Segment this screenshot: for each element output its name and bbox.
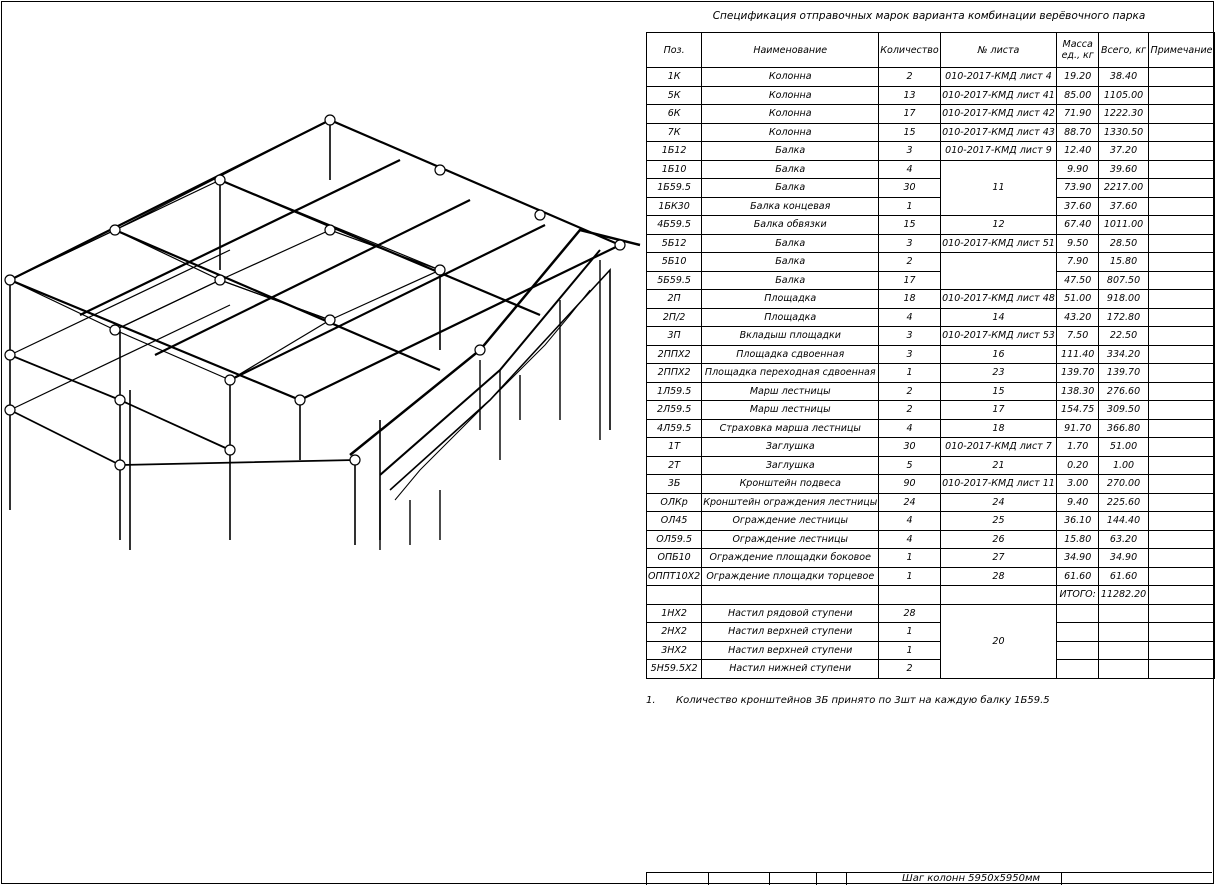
cell-qty: 24 [879, 493, 940, 512]
table-row [647, 86, 1215, 105]
cell-pos: 2П [647, 290, 702, 309]
cell-note [1148, 364, 1214, 383]
cell-pos: 1Л59.5 [647, 382, 702, 401]
deck-row [647, 623, 1215, 642]
cell-pos: ОЛ45 [647, 512, 702, 531]
cell-name: Ограждение площадки боковое [702, 549, 879, 568]
cell-qty: 4 [879, 512, 940, 531]
cell-qty: 4 [879, 530, 940, 549]
table-row [647, 142, 1215, 161]
table-row [647, 567, 1215, 586]
cell-sheet: 14 [940, 308, 1057, 327]
cell-qty: 1 [879, 549, 940, 568]
cell-sheet: 010-2017-КМД лист 9 [940, 142, 1057, 161]
table-row [647, 401, 1215, 420]
cell-pos: 1Б59.5 [647, 179, 702, 198]
cell-mass-unit: 85.00 [1057, 86, 1099, 105]
table-row [647, 234, 1215, 253]
cell-pos: 5Б10 [647, 253, 702, 272]
cell-qty: 4 [879, 308, 940, 327]
table-row [647, 216, 1215, 235]
cell-pos: 1БК30 [647, 197, 702, 216]
cell-sheet: 010-2017-КМД лист 11 [940, 475, 1057, 494]
cell-pos: 1НХ2 [647, 604, 702, 623]
spec-title: Спецификация отправочных марок варианта комбинации верёвочного парка [712, 10, 1146, 22]
cell-sheet: 010-2017-КМД лист 41 [940, 86, 1057, 105]
col-qty: Количество [879, 33, 940, 68]
column-step-caption: Шаг колонн 5950х5950мм [902, 873, 1041, 884]
cell-mass-unit: 9.50 [1057, 234, 1099, 253]
table-row [647, 475, 1215, 494]
cell-note [1148, 308, 1214, 327]
col-sheet: № листа [940, 33, 1057, 68]
cell-note [1148, 382, 1214, 401]
cell-sheet: 21 [940, 456, 1057, 475]
cell-sheet: 12 [940, 216, 1057, 235]
cell-sheet: 16 [940, 345, 1057, 364]
spec-table [646, 32, 1215, 679]
cell-name: Балка [702, 179, 879, 198]
cell-sheet: 26 [940, 530, 1057, 549]
cell-pos: 3П [647, 327, 702, 346]
table-row [647, 512, 1215, 531]
cell-note [1148, 327, 1214, 346]
cell-qty: 1 [879, 641, 940, 660]
cell-name: Балка [702, 160, 879, 179]
cell-mass-total: 2217.00 [1099, 179, 1149, 198]
table-row [647, 105, 1215, 124]
cell-qty: 2 [879, 68, 940, 87]
cell-note [1148, 105, 1214, 124]
cell-mass-unit: 1.70 [1057, 438, 1099, 457]
cell-qty: 1 [879, 197, 940, 216]
cell-name: Вкладыш площадки [702, 327, 879, 346]
cell-sheet: 010-2017-КМД лист 48 [940, 290, 1057, 309]
cell-note [1148, 512, 1214, 531]
cell-mass-unit: 51.00 [1057, 290, 1099, 309]
cell-mass-total: 366.80 [1099, 419, 1149, 438]
cell-name: Площадка переходная сдвоенная [702, 364, 879, 383]
cell-mass-total: 270.00 [1099, 475, 1149, 494]
cell-sheet: 23 [940, 364, 1057, 383]
cell-mass-total: 22.50 [1099, 327, 1149, 346]
cell-qty: 2 [879, 382, 940, 401]
cell-mass-total: 61.60 [1099, 567, 1149, 586]
total-row [647, 586, 1215, 605]
cell-name: Балка [702, 142, 879, 161]
col-name: Наименование [702, 33, 879, 68]
cell-mass-unit: 111.40 [1057, 345, 1099, 364]
cell-mass-total: 334.20 [1099, 345, 1149, 364]
table-row [647, 197, 1215, 216]
cell-note [1148, 179, 1214, 198]
cell-pos: 5Б12 [647, 234, 702, 253]
cell-mass-unit: 47.50 [1057, 271, 1099, 290]
cell-sheet: 20 [940, 604, 1057, 678]
cell-mass-unit: 154.75 [1057, 401, 1099, 420]
cell-pos: ОПБ10 [647, 549, 702, 568]
cell-name: Заглушка [702, 456, 879, 475]
table-row [647, 160, 1215, 179]
table-row [647, 549, 1215, 568]
cell-mass-total: 1.00 [1099, 456, 1149, 475]
cell-mass-unit: 9.90 [1057, 160, 1099, 179]
cell-note [1148, 419, 1214, 438]
cell-qty: 17 [879, 105, 940, 124]
cell-qty: 90 [879, 475, 940, 494]
cell-name: Колонна [702, 105, 879, 124]
cell-sheet: 28 [940, 567, 1057, 586]
cell-pos: 5К [647, 86, 702, 105]
cell-name: Балка концевая [702, 197, 879, 216]
col-mass-unit: Масса ед., кг [1057, 33, 1099, 68]
deck-row [647, 641, 1215, 660]
footnote [646, 695, 1050, 706]
cell-mass-unit: 138.30 [1057, 382, 1099, 401]
cell-qty: 1 [879, 364, 940, 383]
cell-qty: 3 [879, 142, 940, 161]
table-row [647, 327, 1215, 346]
cell-mass-total: 51.00 [1099, 438, 1149, 457]
cell-mass-total: 309.50 [1099, 401, 1149, 420]
cell-sheet: 11 [940, 160, 1057, 216]
cell-pos: 7К [647, 123, 702, 142]
cell-sheet: 010-2017-КМД лист 7 [940, 438, 1057, 457]
cell-note [1148, 142, 1214, 161]
cell-qty: 2 [879, 253, 940, 272]
cell-sheet: 27 [940, 549, 1057, 568]
cell-sheet [940, 253, 1057, 290]
cell-sheet: 010-2017-КМД лист 42 [940, 105, 1057, 124]
table-row [647, 345, 1215, 364]
table-row [647, 123, 1215, 142]
cell-mass-unit: 9.40 [1057, 493, 1099, 512]
cell-mass-total: 807.50 [1099, 271, 1149, 290]
isometric-structure-drawing [0, 100, 650, 560]
table-row [647, 382, 1215, 401]
cell-mass-unit: 71.90 [1057, 105, 1099, 124]
cell-name: Марш лестницы [702, 401, 879, 420]
cell-name: Колонна [702, 86, 879, 105]
cell-mass-total: 34.90 [1099, 549, 1149, 568]
cell-pos: 1Т [647, 438, 702, 457]
table-row [647, 253, 1215, 272]
cell-name: Площадка [702, 290, 879, 309]
cell-mass-unit: 3.00 [1057, 475, 1099, 494]
cell-name: Площадка [702, 308, 879, 327]
cell-qty: 3 [879, 327, 940, 346]
cell-name: Марш лестницы [702, 382, 879, 401]
cell-mass-total: 28.50 [1099, 234, 1149, 253]
cell-sheet: 010-2017-КМД лист 53 [940, 327, 1057, 346]
cell-pos: 2П/2 [647, 308, 702, 327]
cell-sheet: 010-2017-КМД лист 51 [940, 234, 1057, 253]
cell-pos: 4Б59.5 [647, 216, 702, 235]
cell-sheet: 17 [940, 401, 1057, 420]
cell-note [1148, 290, 1214, 309]
cell-qty: 17 [879, 271, 940, 290]
cell-sheet: 010-2017-КМД лист 43 [940, 123, 1057, 142]
cell-mass-unit: 7.90 [1057, 253, 1099, 272]
cell-mass-unit: 7.50 [1057, 327, 1099, 346]
cell-note [1148, 234, 1214, 253]
cell-name: Площадка сдвоенная [702, 345, 879, 364]
table-row [647, 308, 1215, 327]
cell-qty: 4 [879, 419, 940, 438]
cell-mass-unit: 88.70 [1057, 123, 1099, 142]
cell-name: Настил нижней ступени [702, 660, 879, 679]
cell-mass-unit: 37.60 [1057, 197, 1099, 216]
cell-mass-unit: 61.60 [1057, 567, 1099, 586]
cell-mass-total: 37.20 [1099, 142, 1149, 161]
cell-note [1148, 438, 1214, 457]
cell-qty: 2 [879, 660, 940, 679]
cell-mass-total: 918.00 [1099, 290, 1149, 309]
cell-name: Кронштейн подвеса [702, 475, 879, 494]
cell-pos: 1Б12 [647, 142, 702, 161]
total-label: ИТОГО: [1057, 586, 1099, 605]
cell-name: Настил верхней ступени [702, 623, 879, 642]
cell-qty: 18 [879, 290, 940, 309]
cell-mass-unit: 15.80 [1057, 530, 1099, 549]
cell-pos: 2ППХ2 [647, 364, 702, 383]
cell-qty: 15 [879, 123, 940, 142]
col-pos: Поз. [647, 33, 702, 68]
cell-note [1148, 549, 1214, 568]
cell-mass-unit: 139.70 [1057, 364, 1099, 383]
cell-mass-unit: 12.40 [1057, 142, 1099, 161]
cell-qty: 1 [879, 567, 940, 586]
title-block-strip [646, 872, 1212, 885]
cell-name: Страховка марша лестницы [702, 419, 879, 438]
cell-name: Балка [702, 234, 879, 253]
cell-pos: 4Л59.5 [647, 419, 702, 438]
cell-name: Колонна [702, 68, 879, 87]
cell-qty: 3 [879, 345, 940, 364]
cell-name: Заглушка [702, 438, 879, 457]
cell-pos: 5Н59.5Х2 [647, 660, 702, 679]
cell-name: Кронштейн ограждения лестницы [702, 493, 879, 512]
cell-qty: 2 [879, 401, 940, 420]
cell-sheet: 18 [940, 419, 1057, 438]
cell-sheet: 15 [940, 382, 1057, 401]
cell-mass-unit: 91.70 [1057, 419, 1099, 438]
cell-mass-unit: 0.20 [1057, 456, 1099, 475]
cell-note [1148, 216, 1214, 235]
table-row [647, 271, 1215, 290]
cell-name: Ограждение лестницы [702, 530, 879, 549]
cell-pos: 1Б10 [647, 160, 702, 179]
cell-mass-total: 1330.50 [1099, 123, 1149, 142]
cell-mass-unit: 19.20 [1057, 68, 1099, 87]
cell-name: Балка [702, 271, 879, 290]
cell-pos: 5Б59.5 [647, 271, 702, 290]
cell-pos: ОППТ10Х2 [647, 567, 702, 586]
cell-note [1148, 493, 1214, 512]
cell-pos: 2ППХ2 [647, 345, 702, 364]
table-row [647, 290, 1215, 309]
cell-qty: 15 [879, 216, 940, 235]
deck-row [647, 660, 1215, 679]
table-row [647, 438, 1215, 457]
cell-mass-total: 1222.30 [1099, 105, 1149, 124]
cell-mass-total: 15.80 [1099, 253, 1149, 272]
cell-note [1148, 475, 1214, 494]
cell-note [1148, 86, 1214, 105]
cell-pos: ОЛ59.5 [647, 530, 702, 549]
cell-mass-unit: 67.40 [1057, 216, 1099, 235]
cell-note [1148, 456, 1214, 475]
cell-note [1148, 345, 1214, 364]
deck-row [647, 604, 1215, 623]
cell-mass-total: 144.40 [1099, 512, 1149, 531]
table-row [647, 179, 1215, 198]
cell-note [1148, 197, 1214, 216]
table-row [647, 364, 1215, 383]
cell-mass-unit: 43.20 [1057, 308, 1099, 327]
table-row [647, 456, 1215, 475]
cell-pos: 3НХ2 [647, 641, 702, 660]
cell-qty: 13 [879, 86, 940, 105]
cell-mass-unit: 73.90 [1057, 179, 1099, 198]
cell-mass-total: 63.20 [1099, 530, 1149, 549]
table-row [647, 68, 1215, 87]
cell-name: Балка [702, 253, 879, 272]
cell-name: Настил рядовой ступени [702, 604, 879, 623]
cell-note [1148, 271, 1214, 290]
cell-mass-unit: 36.10 [1057, 512, 1099, 531]
cell-note [1148, 123, 1214, 142]
col-mass-total: Всего, кг [1099, 33, 1149, 68]
table-row [647, 419, 1215, 438]
footnote-number: 1. [646, 695, 656, 706]
cell-mass-total: 38.40 [1099, 68, 1149, 87]
col-note: Примечание [1148, 33, 1214, 68]
cell-qty: 3 [879, 234, 940, 253]
cell-mass-total: 139.70 [1099, 364, 1149, 383]
cell-mass-total: 1105.00 [1099, 86, 1149, 105]
cell-pos: 2Л59.5 [647, 401, 702, 420]
cell-qty: 5 [879, 456, 940, 475]
total-value: 11282.20 [1099, 586, 1149, 605]
cell-pos: 1К [647, 68, 702, 87]
cell-mass-total: 172.80 [1099, 308, 1149, 327]
cell-qty: 30 [879, 438, 940, 457]
cell-pos: 2НХ2 [647, 623, 702, 642]
cell-name: Ограждение площадки торцевое [702, 567, 879, 586]
cell-mass-total: 39.60 [1099, 160, 1149, 179]
cell-note [1148, 530, 1214, 549]
spec-header-row [647, 33, 1215, 68]
cell-qty: 28 [879, 604, 940, 623]
cell-sheet: 24 [940, 493, 1057, 512]
cell-name: Балка обвязки [702, 216, 879, 235]
cell-qty: 30 [879, 179, 940, 198]
cell-note [1148, 567, 1214, 586]
table-row [647, 493, 1215, 512]
cell-mass-total: 276.60 [1099, 382, 1149, 401]
cell-pos: 3Б [647, 475, 702, 494]
cell-note [1148, 401, 1214, 420]
table-row [647, 530, 1215, 549]
cell-note [1148, 68, 1214, 87]
cell-note [1148, 160, 1214, 179]
cell-sheet: 25 [940, 512, 1057, 531]
cell-pos: ОЛКр [647, 493, 702, 512]
footnote-text: Количество кронштейнов 3Б принято по 3шт на каждую балку 1Б59.5 [676, 695, 1050, 706]
cell-qty: 1 [879, 623, 940, 642]
cell-mass-total: 225.60 [1099, 493, 1149, 512]
cell-mass-unit: 34.90 [1057, 549, 1099, 568]
cell-sheet: 010-2017-КМД лист 4 [940, 68, 1057, 87]
cell-note [1148, 253, 1214, 272]
cell-name: Колонна [702, 123, 879, 142]
cell-pos: 2Т [647, 456, 702, 475]
cell-pos: 6К [647, 105, 702, 124]
cell-qty: 4 [879, 160, 940, 179]
cell-name: Ограждение лестницы [702, 512, 879, 531]
cell-mass-total: 1011.00 [1099, 216, 1149, 235]
cell-name: Настил верхней ступени [702, 641, 879, 660]
cell-mass-total: 37.60 [1099, 197, 1149, 216]
